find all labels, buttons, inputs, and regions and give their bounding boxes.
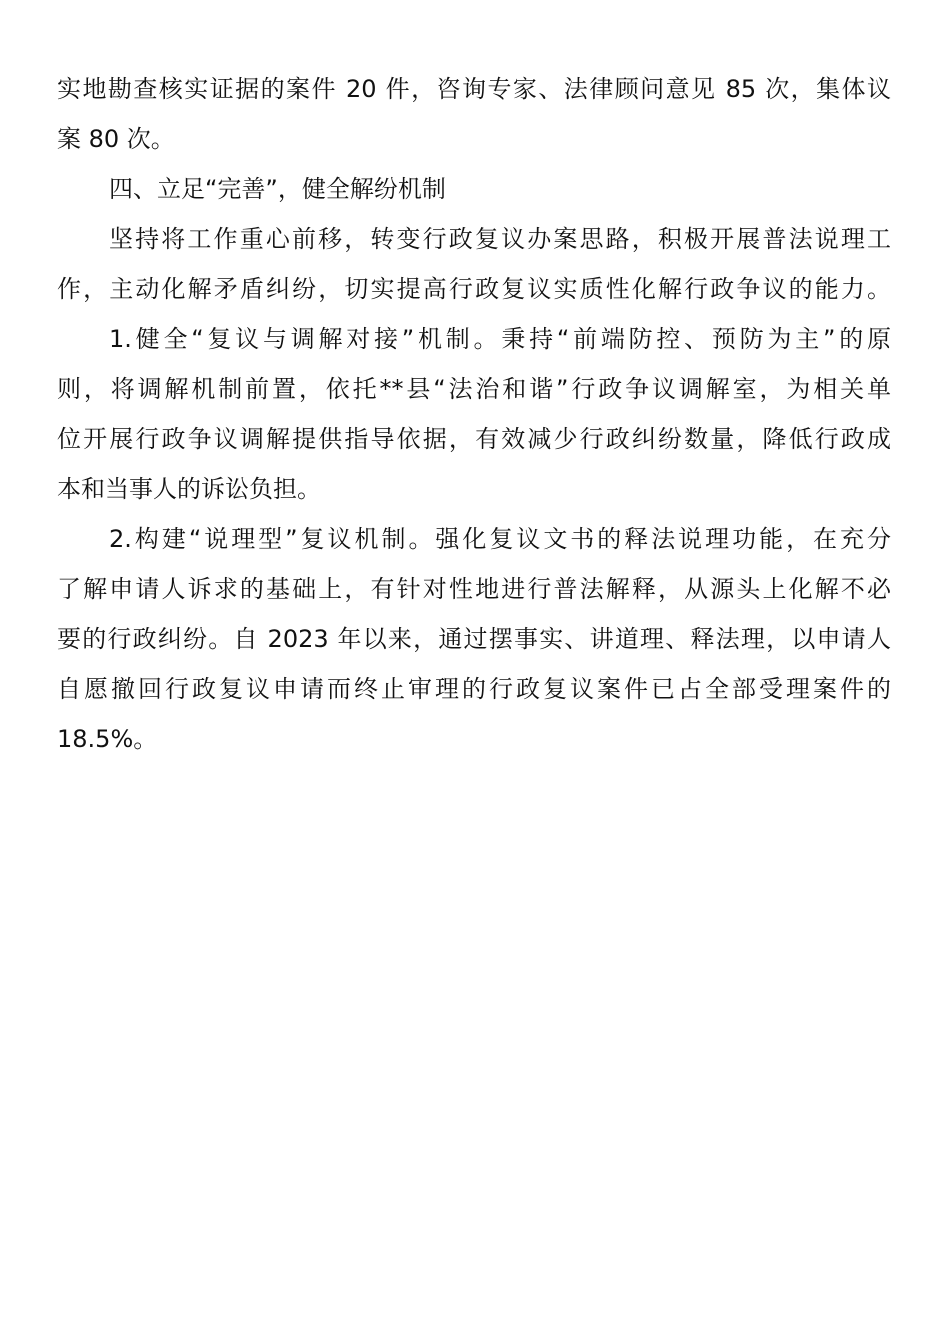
text-line: 案 80 次。 xyxy=(57,125,175,153)
text-line: 则，将调解机制前置，依托**县“法治和谐”行政争议调解室，为相关单 xyxy=(57,375,891,403)
document-body xyxy=(57,64,891,764)
text-line: 位开展行政争议调解提供指导依据，有效减少行政纠纷数量，降低行政成 xyxy=(57,425,891,453)
section-heading: 四、立足“完善”，健全解纷机制 xyxy=(109,175,446,203)
text-line: 实地勘查核实证据的案件 20 件，咨询专家、法律顾问意见 85 次，集体议 xyxy=(57,75,891,103)
text-line: 2.构建“说理型”复议机制。强化复议文书的释法说理功能，在充分 xyxy=(109,525,891,553)
text-line: 了解申请人诉求的基础上，有针对性地进行普法解释，从源头上化解不必 xyxy=(57,575,891,603)
text-line: 作，主动化解矛盾纠纷，切实提高行政复议实质性化解行政争议的能力。 xyxy=(57,275,891,303)
text-line: 18.5%。 xyxy=(57,725,158,753)
text-line: 1.健全“复议与调解对接”机制。秉持“前端防控、预防为主”的原 xyxy=(109,325,891,353)
text-line: 坚持将工作重心前移，转变行政复议办案思路，积极开展普法说理工 xyxy=(109,225,891,253)
text-line: 要的行政纠纷。自 2023 年以来，通过摆事实、讲道理、释法理，以申请人 xyxy=(57,625,891,653)
text-line: 本和当事人的诉讼负担。 xyxy=(57,475,321,503)
text-line: 自愿撤回行政复议申请而终止审理的行政复议案件已占全部受理案件的 xyxy=(57,675,891,703)
